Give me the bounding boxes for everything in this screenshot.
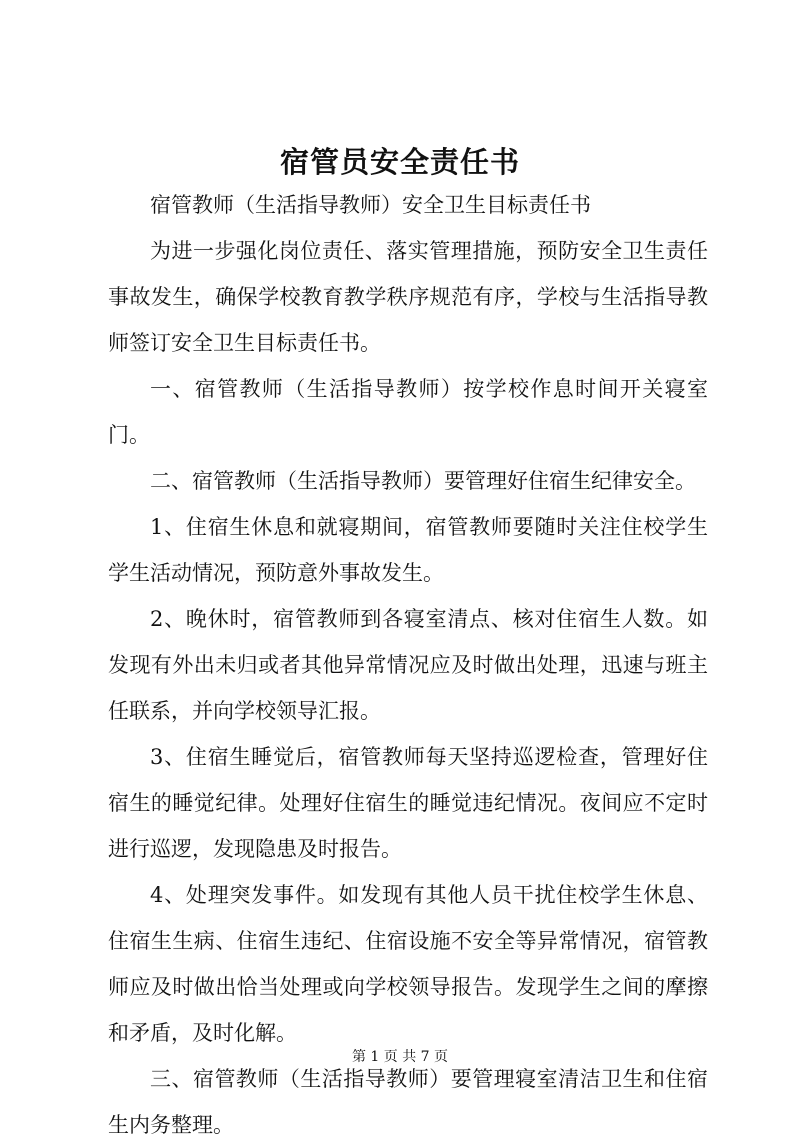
document-title: 宿管员安全责任书 xyxy=(279,145,520,179)
paragraph-clause-3: 三、宿管教师（生活指导教师）要管理寝室清洁卫生和住宿生内务整理。 xyxy=(108,1067,708,1137)
paragraph-clause-1: 一、宿管教师（生活指导教师）按学校作息时间开关寝室门。 xyxy=(108,377,708,447)
paragraph-item-1: 1、住宿生休息和就寝期间，宿管教师要随时关注住校学生学生活动情况，预防意外事故发生。 xyxy=(108,515,708,585)
document-body xyxy=(108,182,708,1148)
paragraph-subtitle: 宿管教师（生活指导教师）安全卫生目标责任书 xyxy=(150,193,591,217)
paragraph-item-4: 4、处理突发事件。如发现有其他人员干扰住校学生休息、住宿生生病、住宿生违纪、住宿设施不安全等异常情况，宿管教师应及时做出恰当处理或向学校领导报告。发现学生之间的摩擦和矛盾，及时化解。 xyxy=(108,883,708,1045)
paragraph-intro: 为进一步强化岗位责任、落实管理措施，预防安全卫生责任事故发生，确保学校教育教学秩序规范有序，学校与生活指导教师签订安全卫生目标责任书。 xyxy=(108,239,708,355)
paragraph-clause-2: 二、宿管教师（生活指导教师）要管理好住宿生纪律安全。 xyxy=(150,469,696,493)
paragraph-item-3: 3、住宿生睡觉后，宿管教师每天坚持巡逻检查，管理好住宿生的睡觉纪律。处理好住宿生的睡觉违纪情况。夜间应不定时进行巡逻，发现隐患及时报告。 xyxy=(108,745,708,861)
paragraph-item-2: 2、晚休时，宿管教师到各寝室清点、核对住宿生人数。如发现有外出未归或者其他异常情况应及时做出处理，迅速与班主任联系，并向学校领导汇报。 xyxy=(108,607,708,723)
page-footer: 第 1 页 共 7 页 xyxy=(351,1049,449,1065)
